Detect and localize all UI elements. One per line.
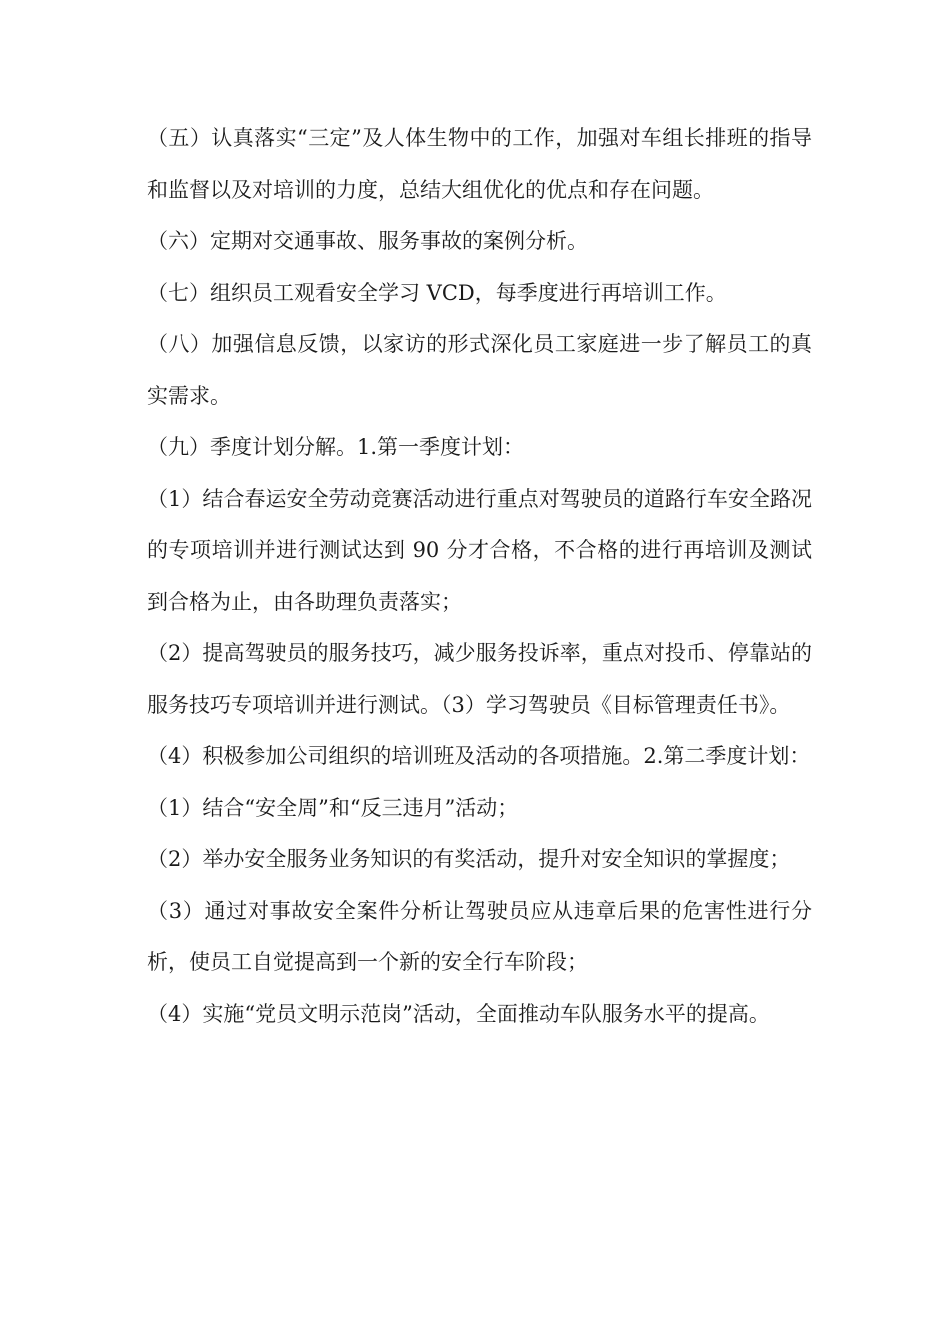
paragraph-7: （七）组织员工观看安全学习 VCD，每季度进行再培训工作。 bbox=[147, 280, 727, 305]
q1-item-1: （1）结合春运安全劳动竞赛活动进行重点对驾驶员的道路行车安全路况的专项培训并进行测试达到 90 分才合格，不合格的进行再培训及测试到合格为止，由各助理负责落实； bbox=[147, 486, 812, 614]
q1-item-4: （4）积极参加公司组织的培训班及活动的各项措施。2.第二季度计划： bbox=[147, 744, 811, 768]
q1-item-2-3: （2）提高驾驶员的服务技巧，减少服务投诉率，重点对投币、停靠站的服务技巧专项培训并进行测试。（3）学习驾驶员《目标管理责任书》。 bbox=[147, 641, 812, 717]
paragraph-5: （五）认真落实“三定”及人体生物中的工作，加强对车组长排班的指导和监督以及对培训的力度，总结大组优化的优点和存在问题。 bbox=[147, 126, 812, 202]
q2-item-1: （1）结合“安全周”和“反三违月”活动； bbox=[147, 795, 519, 820]
q2-item-4: （4）实施“党员文明示范岗”活动，全面推动车队服务水平的提高。 bbox=[147, 1001, 770, 1026]
document-body bbox=[147, 113, 812, 1040]
paragraph-8: （八）加强信息反馈，以家访的形式深化员工家庭进一步了解员工的真实需求。 bbox=[147, 332, 812, 408]
paragraph-9: （九）季度计划分解。1.第一季度计划： bbox=[147, 435, 525, 459]
q2-item-2: （2）举办安全服务业务知识的有奖活动，提升对安全知识的掌握度； bbox=[147, 847, 791, 871]
q2-item-3: （3）通过对事故安全案件分析让驾驶员应从违章后果的危害性进行分析，使员工自觉提高到一个新的安全行车阶段； bbox=[147, 898, 812, 974]
paragraph-6: （六）定期对交通事故、服务事故的案例分析。 bbox=[147, 229, 588, 253]
